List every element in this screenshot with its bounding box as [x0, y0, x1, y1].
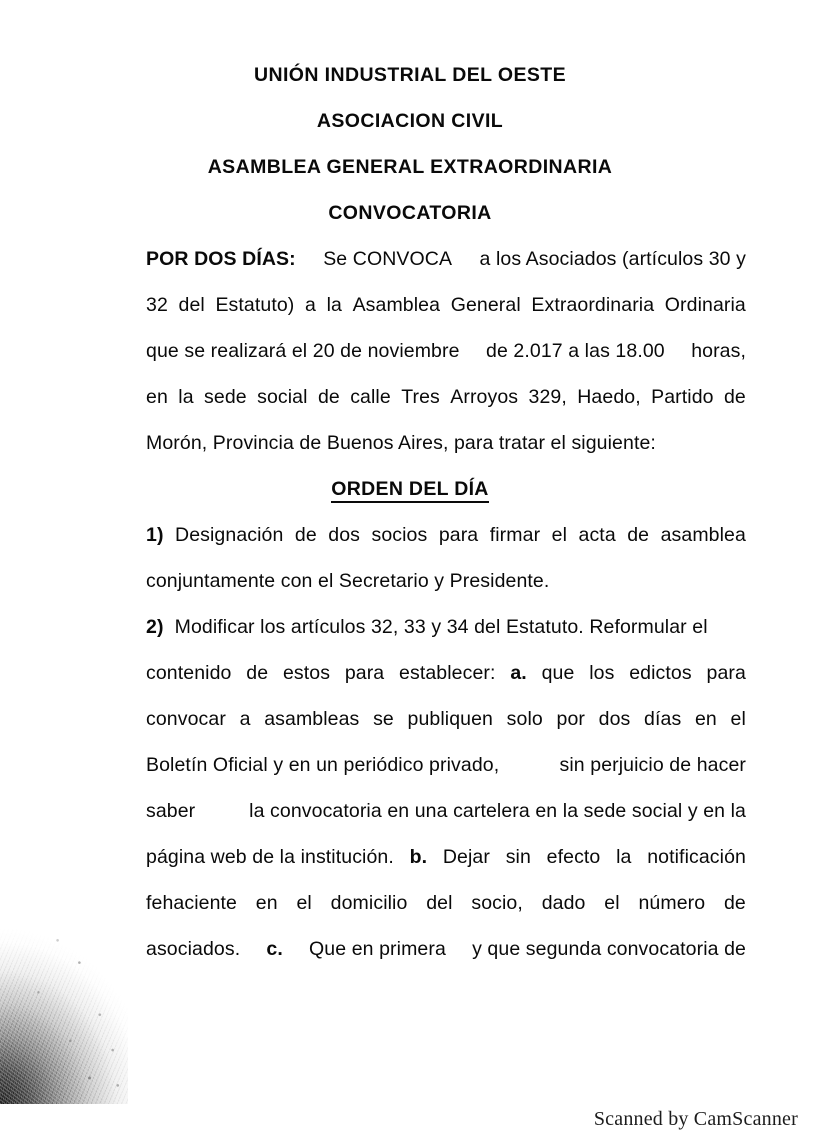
- w: del: [178, 294, 205, 316]
- w: fehaciente: [146, 892, 237, 914]
- w: Modificar los artículos 32, 33 y 34 del Estatuto. Reformular el: [174, 616, 708, 638]
- section-heading-orden-del-dia: [0, 466, 820, 512]
- w: la convocatoria en una cartelera en la sede social y en la: [249, 800, 746, 822]
- w: el: [296, 892, 312, 914]
- w: Boletín Oficial y en un periódico privado,: [146, 754, 500, 776]
- w: Extraordinaria: [531, 294, 655, 316]
- header-line-organization: UNIÓN INDUSTRIAL DEL OESTE: [254, 64, 566, 86]
- w: de: [246, 662, 269, 684]
- w: 32: [146, 294, 168, 316]
- w: edictos: [629, 662, 692, 684]
- intro-line-2: [146, 282, 746, 328]
- w: dado: [541, 892, 586, 914]
- smudge-grain-texture: [0, 918, 128, 1104]
- w: 329,: [528, 386, 567, 408]
- w: firmar: [489, 524, 541, 546]
- intro-line-3: [146, 328, 746, 374]
- sub-item-c-marker: c.: [266, 938, 283, 960]
- smudge-speckles: [0, 918, 128, 1104]
- w: sede: [204, 386, 247, 408]
- intro-line-1: [146, 236, 746, 282]
- agenda-item-2-line-2: [146, 650, 746, 696]
- agenda-item-2-line-7: [146, 880, 746, 926]
- w: de: [627, 524, 650, 546]
- w: en: [255, 892, 278, 914]
- sub-item-a-marker: a.: [510, 662, 527, 684]
- agenda-item-2-line-4: [146, 742, 746, 788]
- w: notificación: [647, 846, 746, 868]
- w: asambleas: [264, 708, 360, 730]
- w: socio,: [471, 892, 523, 914]
- w: y que segunda convocatoria de: [472, 938, 746, 960]
- agenda-item-2-line-5: [146, 788, 746, 834]
- w: horas,: [691, 340, 746, 362]
- w: sin: [505, 846, 531, 868]
- document-header-block: [0, 52, 820, 236]
- w: saber: [146, 800, 196, 822]
- intro-line-4: [146, 374, 746, 420]
- w: asamblea: [660, 524, 746, 546]
- camscanner-watermark: Scanned by CamScanner: [593, 1108, 798, 1130]
- agenda-item-2-line-1: [146, 604, 746, 650]
- w: página web de la institución.: [146, 846, 394, 868]
- w: el: [551, 524, 568, 546]
- w: solo: [506, 708, 543, 730]
- w: de: [294, 524, 317, 546]
- w: social: [257, 386, 308, 408]
- w: en: [694, 708, 717, 730]
- w: el: [604, 892, 620, 914]
- agenda-item-1-marker: 1): [146, 524, 164, 546]
- w: publiquen: [407, 708, 493, 730]
- w: número: [638, 892, 706, 914]
- agenda-item-1: [146, 512, 746, 604]
- w: contenido: [146, 662, 232, 684]
- agenda-item-1-line-1: [146, 512, 746, 558]
- w: Tres: [401, 386, 440, 408]
- w: asociados.: [146, 938, 241, 960]
- w: efecto: [546, 846, 601, 868]
- section-heading-text: ORDEN DEL DÍA: [331, 478, 488, 503]
- intro-line-1-part-1: Se CONVOCA: [323, 248, 453, 270]
- agenda-item-2-line-8: [146, 926, 746, 972]
- w: para: [438, 524, 479, 546]
- w: el: [730, 708, 746, 730]
- w: Ordinaria: [664, 294, 746, 316]
- agenda-item-2-line-6: [146, 834, 746, 880]
- w: acta: [578, 524, 616, 546]
- intro-paragraph: [146, 236, 746, 466]
- w: a: [239, 708, 251, 730]
- agenda-item-2-line-3: [146, 696, 746, 742]
- w: dos: [328, 524, 361, 546]
- agenda-item-2: [146, 604, 746, 972]
- w: la: [616, 846, 632, 868]
- w: Designación: [175, 524, 284, 546]
- w: para: [344, 662, 385, 684]
- w: Haedo,: [577, 386, 641, 408]
- w: se: [373, 708, 394, 730]
- w: la: [178, 386, 194, 408]
- w: de: [723, 386, 746, 408]
- w: Estatuto): [215, 294, 295, 316]
- w: la: [326, 294, 342, 316]
- intro-lead-bold: POR DOS DÍAS:: [146, 248, 296, 270]
- w: de: [317, 386, 340, 408]
- w: que: [541, 662, 575, 684]
- header-line-notice-type: CONVOCATORIA: [328, 202, 492, 224]
- w: convocar: [146, 708, 226, 730]
- w: para: [706, 662, 746, 684]
- document-body: [146, 236, 746, 972]
- w: calle: [350, 386, 391, 408]
- w: los: [589, 662, 615, 684]
- w: dos: [598, 708, 631, 730]
- scan-smudge-artifact: [0, 918, 128, 1104]
- w: en: [146, 386, 168, 408]
- w: estos: [282, 662, 331, 684]
- intro-line-1-part-2: a los Asociados (artículos 30 y: [479, 248, 746, 270]
- w: sin perjuicio de hacer: [559, 754, 746, 776]
- w: domicilio: [330, 892, 408, 914]
- w: Partido: [651, 386, 714, 408]
- header-line-entity-type: ASOCIACION CIVIL: [316, 110, 504, 132]
- smudge-gradient: [0, 918, 128, 1104]
- w: días: [644, 708, 682, 730]
- header-line-assembly-type: ASAMBLEA GENERAL EXTRAORDINARIA: [207, 156, 613, 178]
- w: Dejar: [442, 846, 490, 868]
- w: General: [450, 294, 521, 316]
- agenda-item-2-marker: 2): [146, 616, 164, 638]
- w: de: [723, 892, 746, 914]
- sub-item-b-marker: b.: [409, 846, 428, 868]
- w: Arroyos: [450, 386, 519, 408]
- w: por: [556, 708, 585, 730]
- w: Asamblea: [352, 294, 441, 316]
- w: que se realizará el 20 de noviembre: [146, 340, 460, 362]
- intro-line-5: Morón, Provincia de Buenos Aires, para tratar el siguiente:: [146, 432, 656, 454]
- w: a: [305, 294, 316, 316]
- w: Que en primera: [309, 938, 446, 960]
- w: establecer:: [399, 662, 496, 684]
- w: del: [426, 892, 453, 914]
- agenda-item-1-line-2: conjuntamente con el Secretario y Presidente.: [146, 570, 550, 592]
- w: socios: [371, 524, 428, 546]
- w: de 2.017 a las 18.00: [486, 340, 665, 362]
